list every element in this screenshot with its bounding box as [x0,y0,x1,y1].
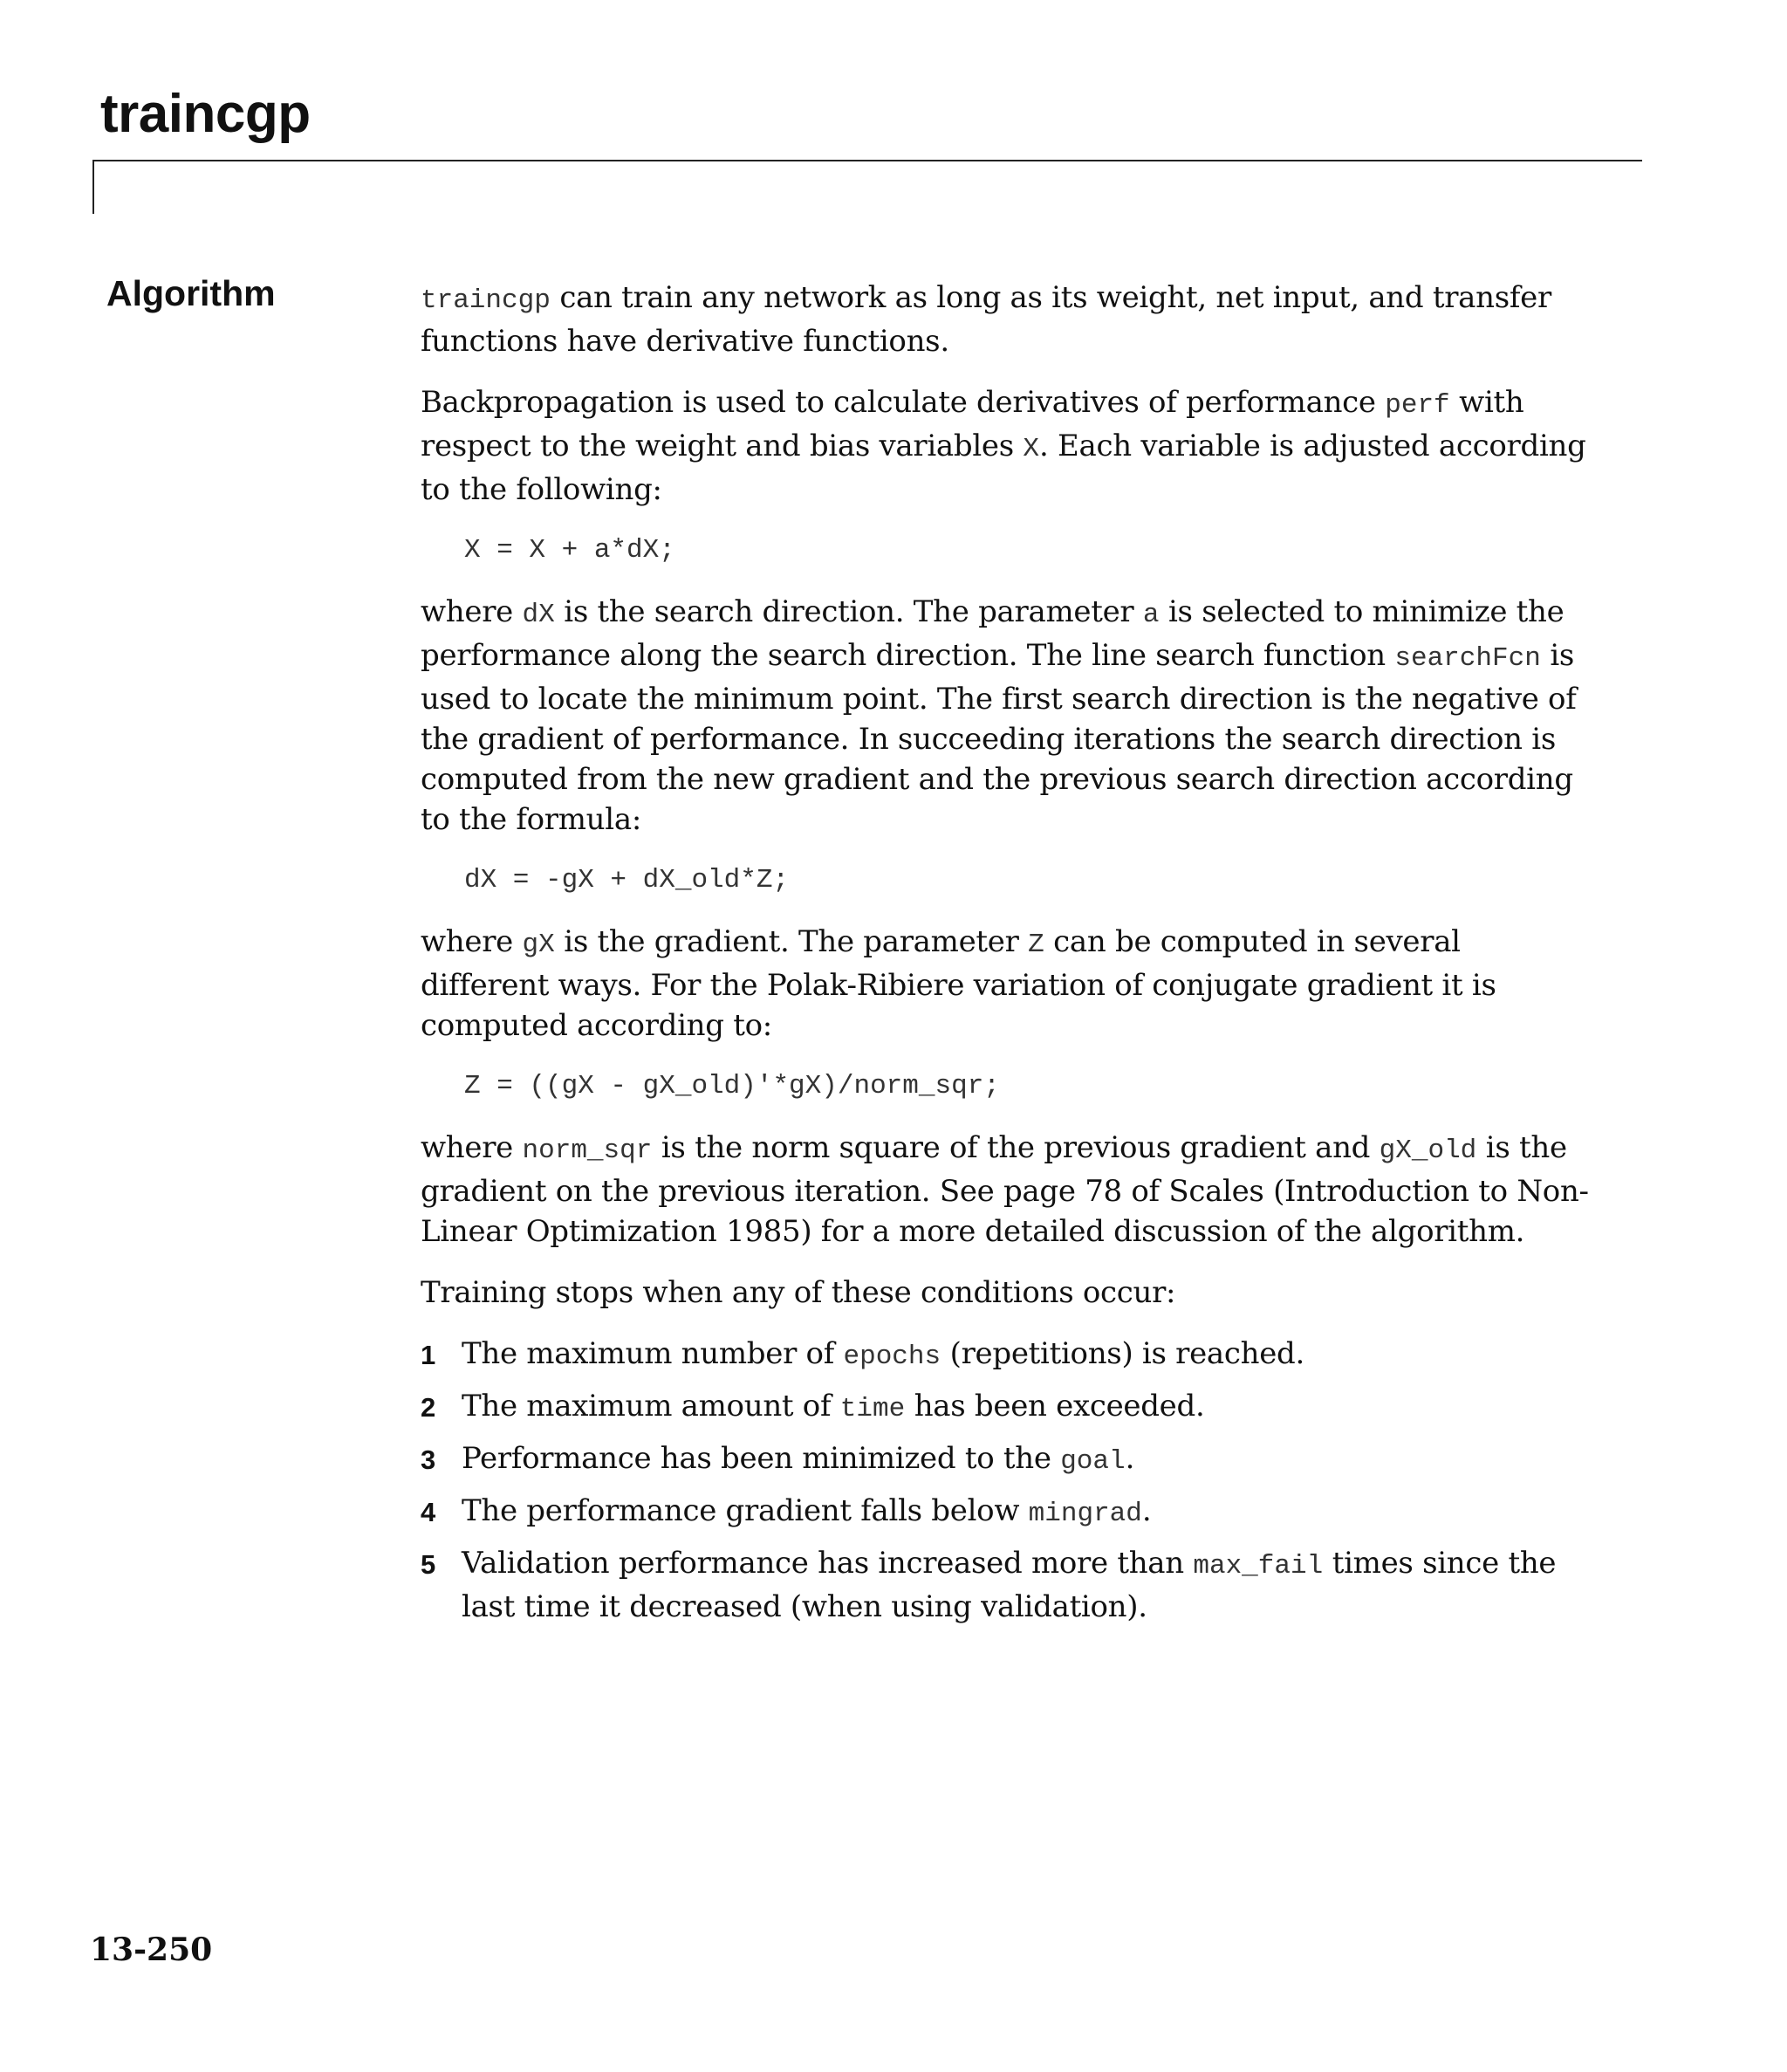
paragraph-intro: traincgp can train any network as long as its weight, net input, and transfer functions have derivative functions. [421,280,1551,359]
list-item: 5 Validation performance has increased more than max_fail times since the last time it decreased (when using validation). [421,1546,1557,1624]
inline-code: epochs [843,1341,941,1372]
inline-code: Z [1028,930,1044,960]
header-rule [92,160,1642,161]
paragraph-stop: Training stops when any of these conditions occur: [421,1275,1176,1310]
list-number: 5 [421,1549,435,1580]
inline-code: perf [1385,390,1450,421]
list-number: 1 [421,1340,435,1370]
list-item: 2 The maximum amount of time has been exceeded. [421,1386,1590,1430]
inline-code: dX [522,600,555,630]
list-number: 2 [421,1392,435,1423]
page-number: 13-250 [90,1931,213,1968]
conditions-list [421,1334,1590,1627]
inline-code: X [1023,434,1039,464]
section-heading: Algorithm [106,273,276,313]
page-title: traincgp [100,84,311,144]
inline-code: gX [522,930,555,960]
inline-code: max_fail [1193,1551,1324,1581]
inline-code: norm_sqr [522,1135,653,1166]
paragraph-norm: where norm_sqr is the norm square of the previous gradient and gX_old is the gradient on the previous iteration. See page 78 of Scales (Introduction to Non-Linear Optimization 1985) for a more detailed discussion of the algorithm. [421,1130,1589,1249]
list-number: 4 [421,1497,435,1527]
paragraph-search-direction: where dX is the search direction. The parameter a is selected to minimize the performance along the search direction. The line search function searchFcn is used to locate the minimum point. The first search direction is the negative of the gradient of performance. In succeeding iterations the search direction is computed from the new gradient and the previous search direction according to the formula: [421,594,1577,837]
code-block-direction: dX = -gX + dX_old*Z; [464,865,790,895]
inline-code: goal [1060,1446,1126,1477]
list-item: 1 The maximum number of epochs (repetitions) is reached. [421,1334,1590,1377]
list-number: 3 [421,1444,435,1475]
paragraph-gradient: where gX is the gradient. The parameter Z can be computed in several different ways. For the Polak-Ribiere variation of conjugate gradient it is computed according to: [421,924,1496,1043]
list-item: 4 The performance gradient falls below mingrad. [421,1491,1590,1534]
inline-code: searchFcn [1394,643,1541,674]
code-block-z: Z = ((gX - gX_old)'*gX)/norm_sqr; [464,1071,1000,1101]
section-body [421,278,1590,1636]
inline-code: traincgp [421,285,551,316]
code-block-update: X = X + a*dX; [464,535,675,566]
inline-code: a [1142,600,1160,630]
inline-code: time [839,1394,906,1424]
list-item: 3 Performance has been minimized to the goal. [421,1438,1590,1482]
paragraph-backprop: Backpropagation is used to calculate derivatives of performance perf with respect to the weight and bias variables X. Each variable is adjusted according to the following: [421,385,1586,507]
header-rule-tick [92,160,94,214]
inline-code: gX_old [1379,1135,1477,1166]
inline-code: mingrad [1028,1499,1142,1529]
